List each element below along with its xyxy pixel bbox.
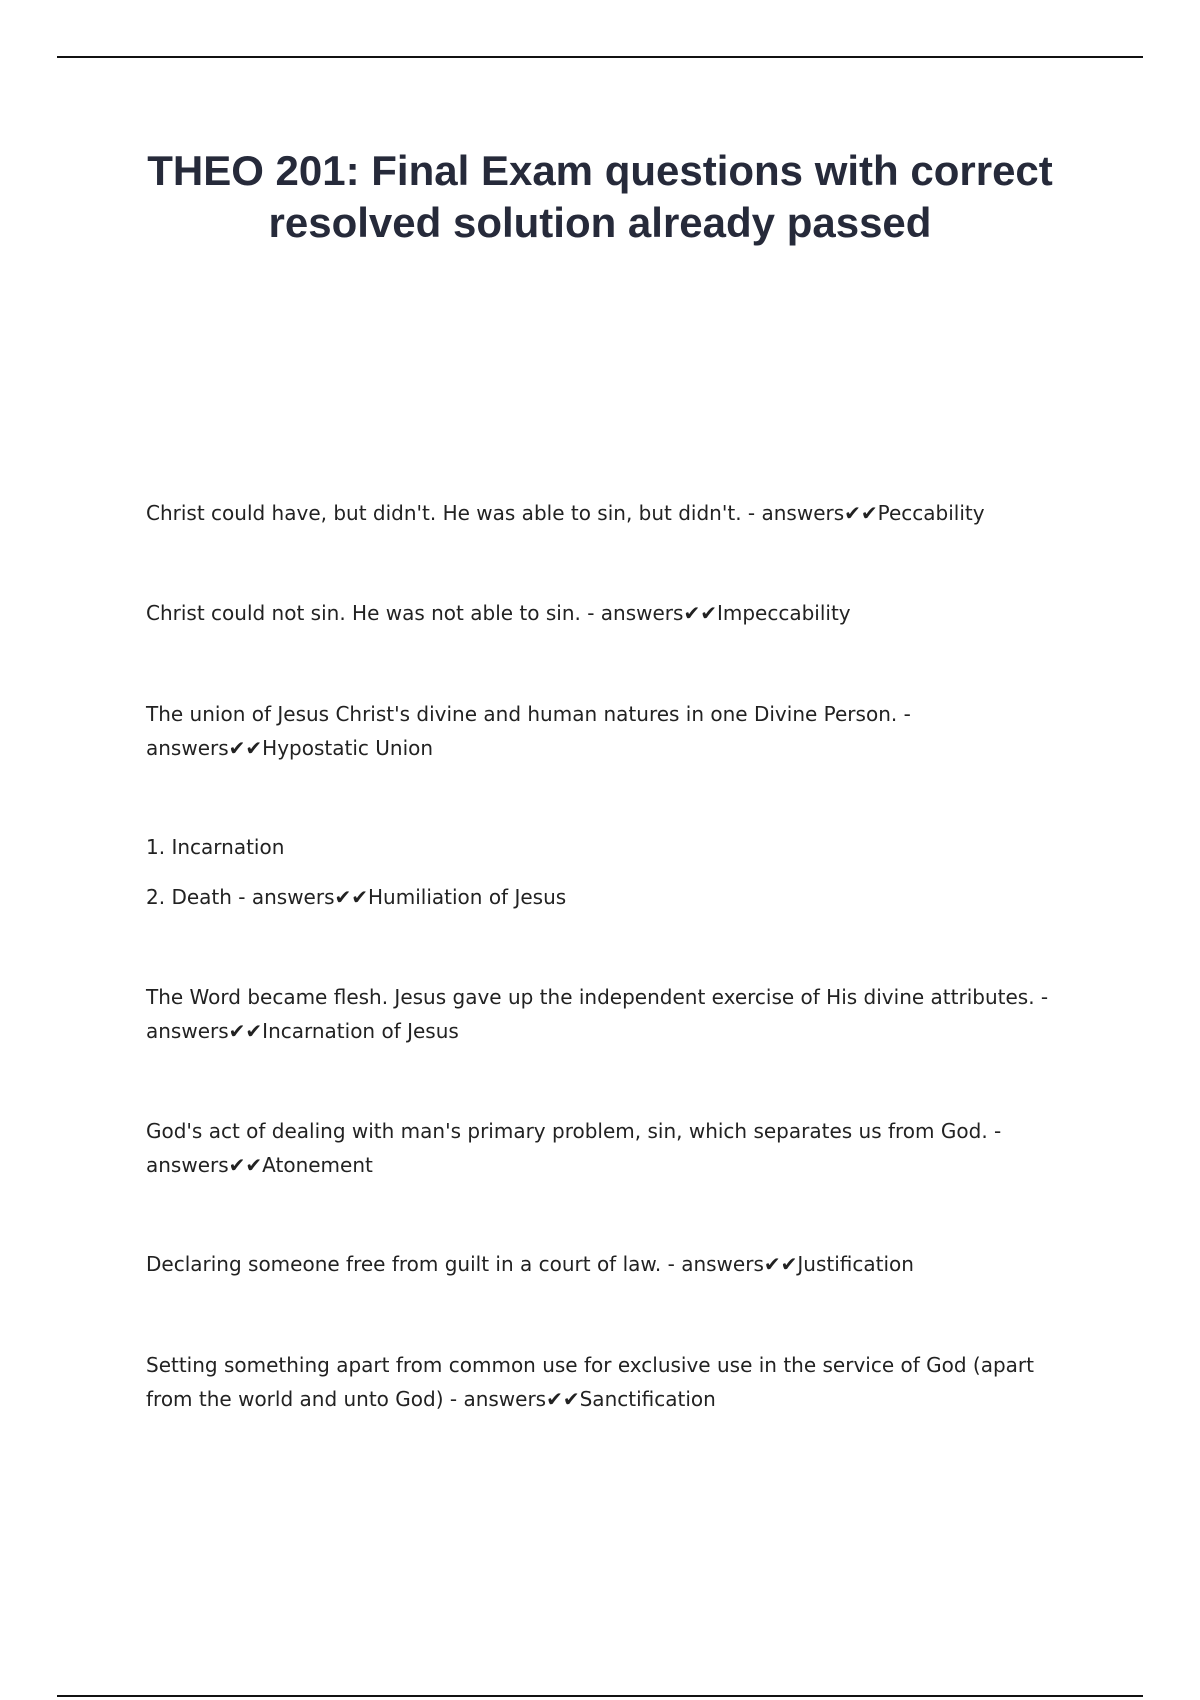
top-divider [57,56,1143,58]
qa-entry-incarnation: The Word became flesh. Jesus gave up the independent exercise of His divine attributes. - answers✔✔Incarnation of Jesus [146,985,1049,1043]
document-title: THEO 201: Final Exam questions with correct resolved solution already passed [147,147,1053,246]
qa-entry-humiliation-item-1: 1. Incarnation [146,835,285,859]
qa-entry-peccability: Christ could have, but didn't. He was able to sin, but didn't. - answers✔✔Peccability [146,501,985,525]
qa-entry-impeccability: Christ could not sin. He was not able to sin. - answers✔✔Impeccability [146,601,851,625]
qa-entry-justification: Declaring someone free from guilt in a court of law. - answers✔✔Justification [146,1252,914,1276]
qa-entry-atonement: God's act of dealing with man's primary problem, sin, which separates us from God. - answers✔✔Atonement [146,1119,1002,1177]
qa-entry-sanctification: Setting something apart from common use for exclusive use in the service of God (apart from the world and unto God) - answers✔✔Sanctification [146,1353,1034,1411]
qa-entry-hypostatic-union: The union of Jesus Christ's divine and human natures in one Divine Person. - answers✔✔Hypostatic Union [146,702,911,760]
bottom-divider [57,1695,1143,1697]
qa-entry-humiliation-item-2: 2. Death - answers✔✔Humiliation of Jesus [146,885,567,909]
